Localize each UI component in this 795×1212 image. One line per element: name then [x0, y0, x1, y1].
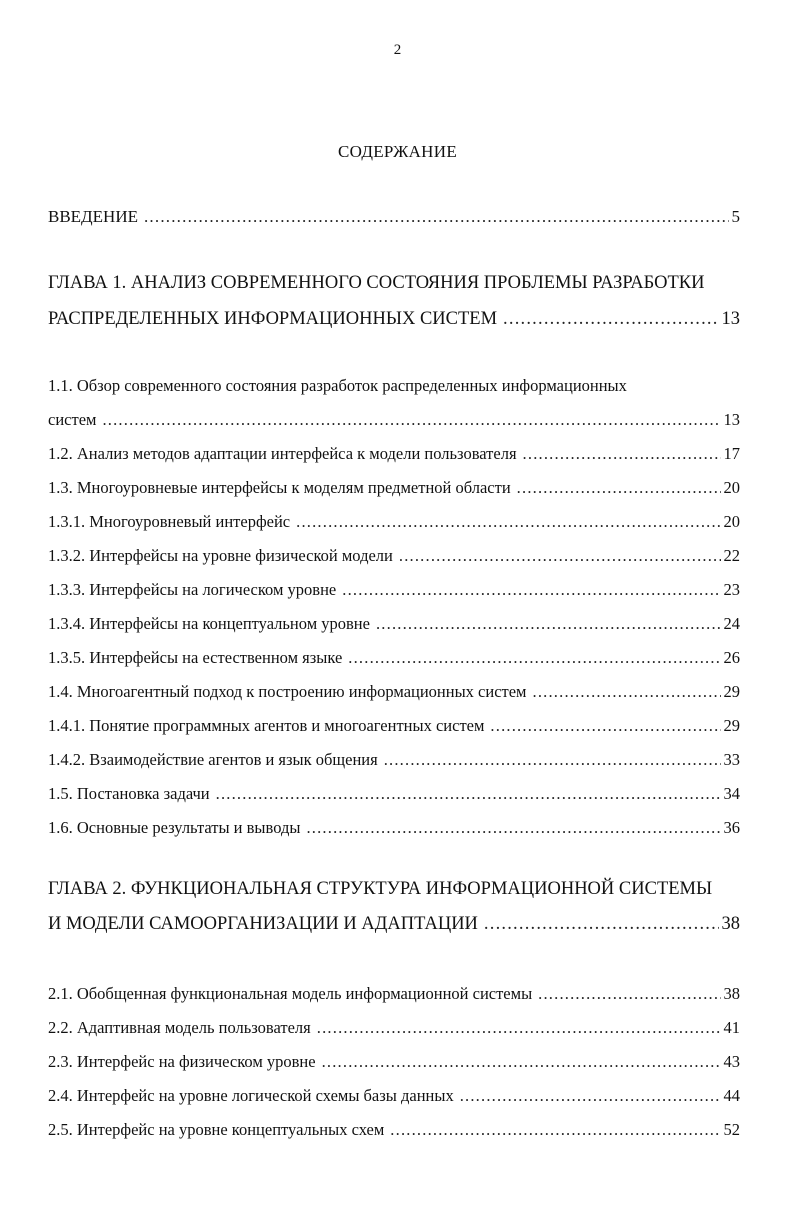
- chapter-1-page: 13: [721, 309, 740, 329]
- chapter-2-title-part2: И МОДЕЛИ САМООРГАНИЗАЦИИ И АДАПТАЦИИ: [48, 914, 478, 934]
- toc-leader-dots: [490, 716, 720, 736]
- chapter-1-heading-line1: [48, 273, 740, 299]
- toc-entry-1-3-3: [48, 580, 740, 606]
- toc-leader-dots: [538, 984, 720, 1004]
- toc-entry-text: 2.3. Интерфейс на физическом уровне: [48, 1052, 316, 1071]
- toc-leader-dots: [317, 1018, 721, 1038]
- toc-entry-page: 44: [723, 1086, 740, 1105]
- toc-entry-text: 1.6. Основные результаты и выводы: [48, 818, 301, 837]
- toc-entry-page: 23: [723, 580, 740, 599]
- toc-entry-page: 36: [723, 818, 740, 837]
- toc-leader-dots: [144, 207, 729, 227]
- toc-entry-2-4: [48, 1086, 740, 1112]
- chapter-2-title-part1: ГЛАВА 2. ФУНКЦИОНАЛЬНАЯ СТРУКТУРА ИНФОРМАЦИОННОЙ СИСТЕМЫ: [48, 879, 713, 899]
- chapter-1-heading-line2: [48, 309, 740, 335]
- toc-entry-page: 33: [723, 750, 740, 769]
- toc-entry-page: 52: [723, 1120, 740, 1139]
- toc-leader-dots: [460, 1086, 721, 1106]
- toc-entry-1-1-cont: [48, 410, 740, 436]
- toc-entry-1-3: [48, 478, 740, 504]
- toc-entry-intro: [48, 207, 740, 233]
- toc-entry-1-3-5: [48, 648, 740, 674]
- toc-leader-dots: [322, 1052, 721, 1072]
- toc-entry-text: 1.5. Постановка задачи: [48, 784, 210, 803]
- toc-leader-dots: [517, 478, 721, 498]
- toc-leader-dots: [484, 914, 719, 935]
- toc-entry-1-4-1: [48, 716, 740, 742]
- toc-entry-page: 34: [723, 784, 740, 803]
- toc-leader-dots: [533, 682, 721, 702]
- toc-entry-text: 1.3.1. Многоуровневый интерфейс: [48, 512, 291, 531]
- toc-entry-1-4-2: [48, 750, 740, 776]
- toc-entry-page: 29: [723, 682, 740, 701]
- toc-entry-page: 43: [723, 1052, 740, 1071]
- toc-entry-page: 24: [723, 614, 740, 633]
- toc-entry-page: 38: [723, 984, 740, 1003]
- toc-entry-page: 20: [723, 478, 740, 497]
- chapter-1-title-part2: РАСПРЕДЕЛЕННЫХ ИНФОРМАЦИОННЫХ СИСТЕМ: [48, 309, 498, 329]
- toc-entry-2-3: [48, 1052, 740, 1078]
- toc-entry-text: 1.4.2. Взаимодействие агентов и язык общения: [48, 750, 378, 769]
- toc-entry-page: 41: [723, 1018, 740, 1037]
- toc-entry-2-5: [48, 1120, 740, 1146]
- toc-entry-1-5: [48, 784, 740, 810]
- toc-entry-2-2: [48, 1018, 740, 1044]
- toc-leader-dots: [216, 784, 721, 804]
- toc-entry-text: 1.3.4. Интерфейсы на концептуальном уровне: [48, 614, 370, 633]
- toc-leader-dots: [306, 818, 720, 838]
- toc-entry-text: 1.1. Обзор современного состояния разработок распределенных информационных: [48, 376, 627, 395]
- toc-entry-text: 1.4. Многоагентный подход к построению информационных систем: [48, 682, 527, 701]
- toc-entry-page: 22: [723, 546, 740, 565]
- toc-entry-1-3-2: [48, 546, 740, 572]
- toc-entry-1-1: [48, 376, 740, 402]
- toc-leader-dots: [523, 444, 721, 464]
- toc-entry-page: 5: [731, 207, 740, 226]
- chapter-2-heading-line2: [48, 914, 740, 940]
- toc-entry-page: 20: [723, 512, 740, 531]
- toc-entry-page: 17: [723, 444, 740, 463]
- toc-entry-text: ВВЕДЕНИЕ: [48, 207, 138, 226]
- chapter-2-page: 38: [721, 914, 740, 934]
- toc-entry-text: 1.3.2. Интерфейсы на уровне физической модели: [48, 546, 393, 565]
- toc-entry-1-3-4: [48, 614, 740, 640]
- page-number: 2: [393, 42, 402, 58]
- toc-entry-1-3-1: [48, 512, 740, 538]
- toc-entry-1-2: [48, 444, 740, 470]
- toc-leader-dots: [348, 648, 720, 668]
- toc-entry-text: 1.3.5. Интерфейсы на естественном языке: [48, 648, 343, 667]
- chapter-2-heading-line1: [48, 879, 740, 905]
- toc-entry-text: 1.2. Анализ методов адаптации интерфейса к модели пользователя: [48, 444, 517, 463]
- toc-entry-text: 2.1. Обобщенная функциональная модель информационной системы: [48, 984, 533, 1003]
- toc-entry-1-6: [48, 818, 740, 844]
- toc-entry-text: систем: [48, 410, 97, 429]
- toc-title: СОДЕРЖАНИЕ: [337, 142, 458, 161]
- toc-leader-dots: [376, 614, 721, 634]
- toc-entry-2-1: [48, 984, 740, 1010]
- toc-entry-text: 1.3. Многоуровневые интерфейсы к моделям предметной области: [48, 478, 511, 497]
- toc-leader-dots: [102, 410, 720, 430]
- toc-entry-text: 2.5. Интерфейс на уровне концептуальных схем: [48, 1120, 385, 1139]
- toc-entry-page: 26: [723, 648, 740, 667]
- toc-entry-text: 1.3.3. Интерфейсы на логическом уровне: [48, 580, 337, 599]
- toc-leader-dots: [342, 580, 720, 600]
- toc-leader-dots: [399, 546, 721, 566]
- toc-entry-text: 2.4. Интерфейс на уровне логической схемы базы данных: [48, 1086, 454, 1105]
- toc-leader-dots: [503, 309, 718, 330]
- toc-entry-page: 13: [723, 410, 740, 429]
- toc-entry-1-4: [48, 682, 740, 708]
- chapter-1-title-part1: ГЛАВА 1. АНАЛИЗ СОВРЕМЕННОГО СОСТОЯНИЯ ПРОБЛЕМЫ РАЗРАБОТКИ: [48, 273, 705, 293]
- toc-entry-text: 2.2. Адаптивная модель пользователя: [48, 1018, 311, 1037]
- toc-entry-text: 1.4.1. Понятие программных агентов и многоагентных систем: [48, 716, 485, 735]
- toc-leader-dots: [384, 750, 721, 770]
- toc-leader-dots: [390, 1120, 720, 1140]
- toc-entry-page: 29: [723, 716, 740, 735]
- toc-leader-dots: [296, 512, 720, 532]
